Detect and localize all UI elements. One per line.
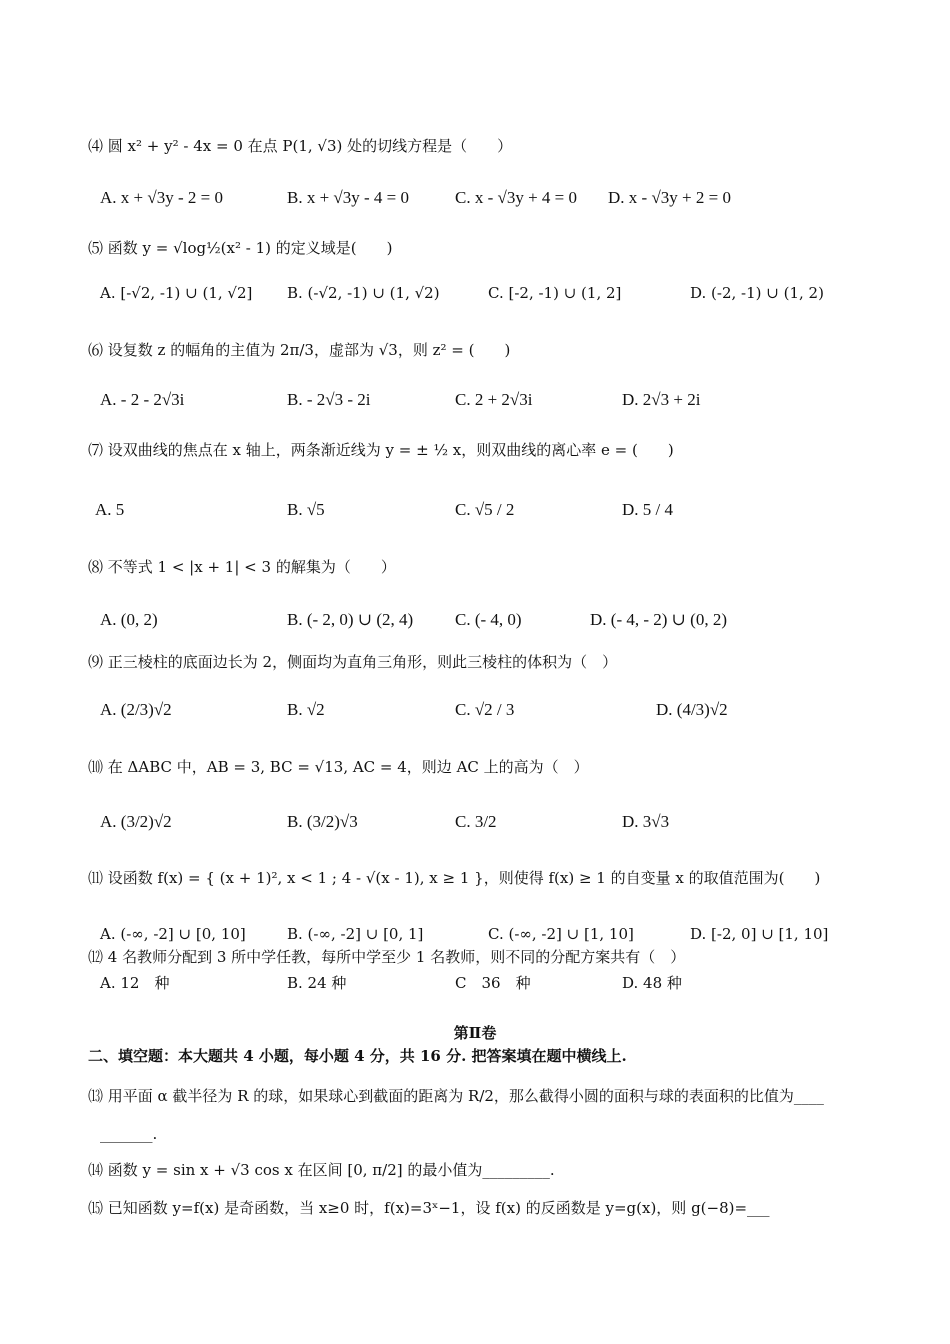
q9-option-b: B. √2	[287, 700, 325, 719]
q4-option-b: B. x + √3y - 4 = 0	[287, 188, 410, 207]
q4-option-a: A. x + √3y - 2 = 0	[100, 188, 223, 207]
q12-option-c: C 36 种	[455, 974, 531, 992]
q7-option-d: D. 5 / 4	[622, 500, 673, 519]
question-12: ⑿ 4 名教师分配到 3 所中学任教，每所中学至少 1 名教师，则不同的分配方案共有（ ）	[88, 948, 686, 966]
question-6: ⑹ 设复数 z 的幅角的主值为 2π/3，虚部为 √3，则 z² = ( )	[88, 341, 511, 359]
q10-option-c: C. 3/2	[455, 812, 497, 831]
q10-option-b: B. (3/2)√3	[287, 812, 358, 831]
q6-option-c: C. 2 + 2√3i	[455, 390, 533, 409]
q6-option-d: D. 2√3 + 2i	[622, 390, 701, 409]
question-14: ⒁ 函数 y = sin x + √3 cos x 在区间 [0, π/2] 的最小值为_________.	[88, 1161, 555, 1179]
q7-option-a: A. 5	[95, 500, 125, 519]
q9-option-c: C. √2 / 3	[455, 700, 515, 719]
question-13-blank: _______.	[100, 1125, 158, 1143]
q11-option-c: C. (-∞, -2] ∪ [1, 10]	[488, 925, 634, 943]
question-13: ⒀ 用平面 α 截半径为 R 的球，如果球心到截面的距离为 R/2，那么截得小圆的面积与球的表面积的比值为____	[88, 1087, 824, 1105]
question-7: ⑺ 设双曲线的焦点在 x 轴上，两条渐近线为 y = ± ½ x，则双曲线的离心率 e = ( )	[88, 441, 674, 459]
q12-option-a: A. 12 种	[100, 974, 170, 992]
q9-option-a: A. (2/3)√2	[100, 700, 172, 719]
section-instruction: 二、填空题：本大题共 4 小题，每小题 4 分，共 16 分. 把答案填在题中横线上.	[88, 1047, 627, 1065]
question-15: ⒂ 已知函数 y=f(x) 是奇函数，当 x≥0 时，f(x)=3ˣ−1，设 f(x) 的反函数是 y=g(x)，则 g(−8)=___	[88, 1199, 770, 1217]
part-title: 第Ⅱ卷	[453, 1024, 497, 1042]
q7-option-c: C. √5 / 2	[455, 500, 515, 519]
q11-option-a: A. (-∞, -2] ∪ [0, 10]	[100, 925, 246, 943]
q4-option-d: D. x - √3y + 2 = 0	[608, 188, 731, 207]
q12-option-b: B. 24 种	[287, 974, 347, 992]
q7-option-b: B. √5	[287, 500, 325, 519]
q5-option-b: B. (-√2, -1) ∪ (1, √2)	[287, 284, 440, 302]
q12-option-d: D. 48 种	[622, 974, 682, 992]
question-10: ⑽ 在 ΔABC 中，AB = 3, BC = √13, AC = 4，则边 AC 上的高为（ ）	[88, 758, 589, 776]
q8-option-c: C. (- 4, 0)	[455, 610, 522, 629]
q11-option-d: D. [-2, 0] ∪ [1, 10]	[690, 925, 829, 943]
q8-option-b: B. (- 2, 0) ∪ (2, 4)	[287, 610, 414, 629]
q8-option-d: D. (- 4, - 2) ∪ (0, 2)	[590, 610, 727, 629]
question-4: ⑷ 圆 x² + y² - 4x = 0 在点 P(1, √3) 处的切线方程是（ ）	[88, 137, 513, 155]
q5-option-d: D. (-2, -1) ∪ (1, 2)	[690, 284, 824, 302]
q8-option-a: A. (0, 2)	[100, 610, 158, 629]
q10-option-d: D. 3√3	[622, 812, 670, 831]
q10-option-a: A. (3/2)√2	[100, 812, 172, 831]
question-5: ⑸ 函数 y = √log½(x² - 1) 的定义域是( )	[88, 239, 393, 257]
q6-option-a: A. - 2 - 2√3i	[100, 390, 185, 409]
q11-option-b: B. (-∞, -2] ∪ [0, 1]	[287, 925, 424, 943]
question-11: ⑾ 设函数 f(x) = { (x + 1)², x < 1 ; 4 - √(x - 1), x ≥ 1 }，则使得 f(x) ≥ 1 的自变量 x 的取值范围为( )	[88, 869, 821, 887]
q5-option-c: C. [-2, -1) ∪ (1, 2]	[488, 284, 622, 302]
q5-option-a: A. [-√2, -1) ∪ (1, √2]	[100, 284, 253, 302]
question-8: ⑻ 不等式 1 < |x + 1| < 3 的解集为（ ）	[88, 558, 396, 576]
q4-option-c: C. x - √3y + 4 = 0	[455, 188, 578, 207]
q6-option-b: B. - 2√3 - 2i	[287, 390, 371, 409]
q9-option-d: D. (4/3)√2	[656, 700, 728, 719]
question-9: ⑼ 正三棱柱的底面边长为 2，侧面均为直角三角形，则此三棱柱的体积为（ ）	[88, 653, 618, 671]
